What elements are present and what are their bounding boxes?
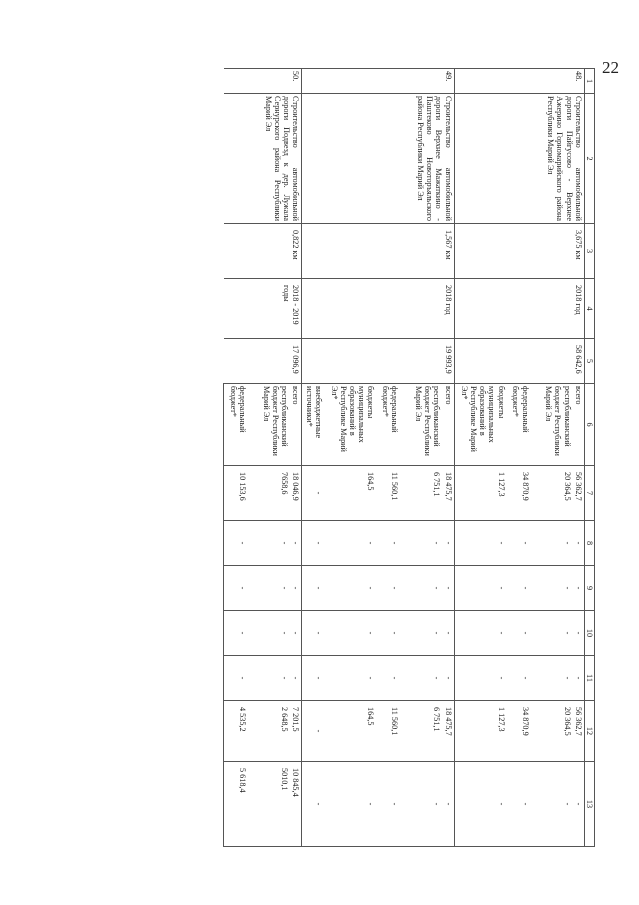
funding-source: республиканский бюджет Республики Марий Эл (248, 384, 290, 466)
value-cell: - (376, 762, 400, 847)
value-cell: - (400, 762, 442, 847)
value-cell: - (442, 656, 454, 701)
value-cell: - (290, 611, 302, 656)
value-cell: - (248, 521, 290, 566)
value-cell: - (376, 566, 400, 611)
table-row (290, 69, 302, 847)
value-cell: - (324, 566, 376, 611)
value-cell: - (248, 611, 290, 656)
funding-source: внебюджетные источники* (302, 384, 325, 466)
value-cell: 4 535,2 (224, 701, 249, 762)
object-name: Строительство автомобильной дороги Пайгусово - Верхнее Ажерино Горномарийского района Республики Марий Эл (454, 94, 584, 224)
value-cell: - (248, 566, 290, 611)
value-cell: - (400, 656, 442, 701)
funding-source: республиканский бюджет Республики Марий Эл (531, 384, 573, 466)
value-cell: - (507, 656, 531, 701)
col-header: 8 (584, 521, 594, 566)
funding-source: федеральный бюджет* (376, 384, 400, 466)
value-cell: 11 560,1 (376, 466, 400, 521)
object-length: 0,822 км (224, 224, 302, 279)
object-length: 1,567 км (302, 224, 454, 279)
value-cell: - (454, 656, 507, 701)
value-cell: 164,5 (324, 701, 376, 762)
row-number: 50. (224, 69, 302, 94)
value-cell: 20 364,5 (531, 466, 573, 521)
value-cell: - (531, 521, 573, 566)
value-cell: - (442, 566, 454, 611)
value-cell: 34 870,9 (507, 466, 531, 521)
col-header: 12 (584, 701, 594, 762)
funding-source: бюджеты муниципальных образований в Республике Марий Эл* (324, 384, 376, 466)
value-cell: - (400, 566, 442, 611)
object-cost: 58 642,6 (454, 339, 584, 384)
object-length: 3,675 км (454, 224, 584, 279)
value-cell: - (290, 656, 302, 701)
value-cell: - (302, 566, 325, 611)
funding-source: всего (442, 384, 454, 466)
value-cell: - (302, 466, 325, 521)
value-cell: 7 201,5 (290, 701, 302, 762)
object-period: 2018 год (454, 279, 584, 339)
object-cost: 19 993,9 (302, 339, 454, 384)
value-cell: - (454, 611, 507, 656)
value-cell: 18 475,7 (442, 701, 454, 762)
value-cell: 10 153,6 (224, 466, 249, 521)
value-cell: - (302, 521, 325, 566)
value-cell: - (454, 566, 507, 611)
object-period: 2018 - 2019 годы (224, 279, 302, 339)
value-cell: - (290, 521, 302, 566)
value-cell: 164,5 (324, 466, 376, 521)
funding-source: республиканский бюджет Республики Марий Эл (400, 384, 442, 466)
value-cell: - (442, 521, 454, 566)
value-cell: - (302, 656, 325, 701)
value-cell: - (302, 762, 325, 847)
value-cell: - (324, 762, 376, 847)
value-cell: - (507, 611, 531, 656)
col-header: 10 (584, 611, 594, 656)
value-cell: - (573, 521, 585, 566)
value-cell: - (224, 656, 249, 701)
value-cell: - (400, 611, 442, 656)
value-cell: - (531, 656, 573, 701)
value-cell: - (573, 656, 585, 701)
value-cell: - (324, 656, 376, 701)
value-cell: - (400, 521, 442, 566)
value-cell: 1 127,3 (454, 466, 507, 521)
object-period: 2018 год (302, 279, 454, 339)
row-number: 48. (454, 69, 584, 94)
object-cost: 17 096,9 (224, 339, 302, 384)
value-cell: - (507, 762, 531, 847)
header-row (584, 69, 594, 847)
value-cell: - (454, 762, 507, 847)
value-cell: 11 560,1 (376, 701, 400, 762)
value-cell: - (376, 521, 400, 566)
page-number: 22 (602, 58, 619, 77)
value-cell: - (248, 656, 290, 701)
value-cell: - (442, 611, 454, 656)
value-cell: - (531, 566, 573, 611)
col-header: 13 (584, 762, 594, 847)
value-cell: 7658,6 (248, 466, 290, 521)
value-cell: - (302, 611, 325, 656)
value-cell: 5010,1 (248, 762, 290, 847)
col-header: 4 (584, 279, 594, 339)
value-cell: 20 364,5 (531, 701, 573, 762)
value-cell: 1 127,3 (454, 701, 507, 762)
funding-source: всего (573, 384, 585, 466)
value-cell: - (573, 611, 585, 656)
col-header: 7 (584, 466, 594, 521)
table-row (442, 69, 454, 847)
funding-source: бюджеты муниципальных образований в Республике Марий Эл* (454, 384, 507, 466)
col-header: 9 (584, 566, 594, 611)
value-cell: - (442, 762, 454, 847)
col-header: 3 (584, 224, 594, 279)
value-cell: - (573, 762, 585, 847)
value-cell: - (573, 566, 585, 611)
value-cell: - (507, 566, 531, 611)
object-name: Строительство автомобильной дороги Верхнее Мажаткино - Паштеково Новоторъяльского района Республики Марий Эл (302, 94, 454, 224)
value-cell: - (290, 566, 302, 611)
col-header: 2 (584, 94, 594, 224)
value-cell: 56 362,7 (573, 466, 585, 521)
col-header: 5 (584, 339, 594, 384)
funding-source: всего (290, 384, 302, 466)
table-row (573, 69, 585, 847)
row-number: 49. (302, 69, 454, 94)
value-cell: - (224, 566, 249, 611)
value-cell: - (224, 611, 249, 656)
value-cell: 10 845,4 (290, 762, 302, 847)
value-cell: - (302, 701, 325, 762)
funding-table (223, 68, 595, 847)
object-name: Строительство автомобильной дороги Подвезд к дер. Лужала Сернурского района Республики Марий Эл (224, 94, 302, 224)
value-cell: - (454, 521, 507, 566)
value-cell: 18 475,7 (442, 466, 454, 521)
col-header: 6 (584, 384, 594, 466)
value-cell: 5 618,4 (224, 762, 249, 847)
value-cell: - (531, 762, 573, 847)
value-cell: 34 870,9 (507, 701, 531, 762)
value-cell: 18 046,9 (290, 466, 302, 521)
value-cell: - (376, 656, 400, 701)
value-cell: - (531, 611, 573, 656)
funding-source: федеральный бюджет* (507, 384, 531, 466)
value-cell: - (376, 611, 400, 656)
col-header: 11 (584, 656, 594, 701)
value-cell: 6 751,1 (400, 701, 442, 762)
value-cell: 2 648,5 (248, 701, 290, 762)
value-cell: - (324, 521, 376, 566)
col-header: 1 (584, 69, 594, 94)
rotated-table-wrapper (119, 68, 595, 846)
funding-source: федеральный бюджет* (224, 384, 249, 466)
value-cell: - (324, 611, 376, 656)
value-cell: - (224, 521, 249, 566)
value-cell: 6 751,1 (400, 466, 442, 521)
value-cell: 56 362,7 (573, 701, 585, 762)
value-cell: - (507, 521, 531, 566)
